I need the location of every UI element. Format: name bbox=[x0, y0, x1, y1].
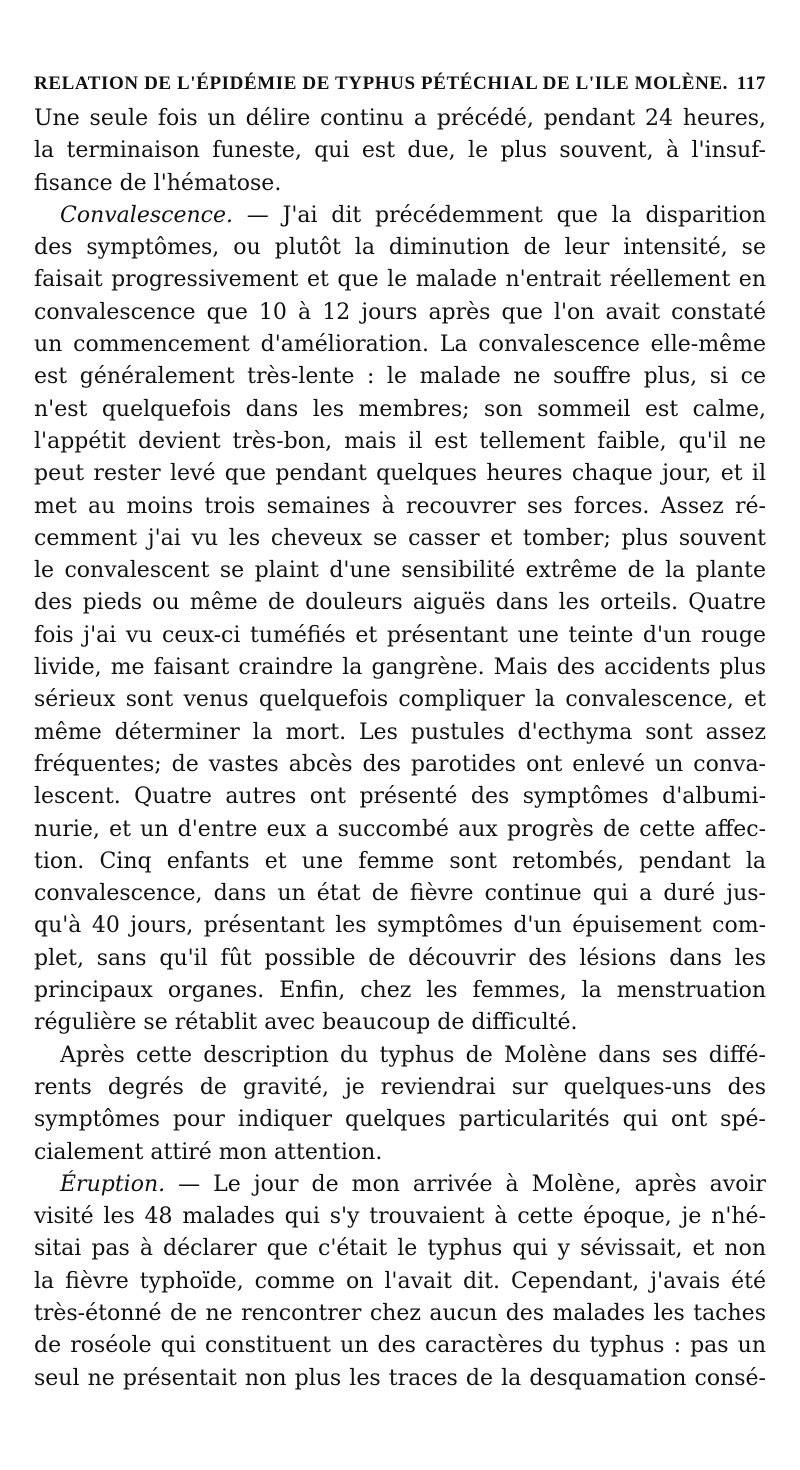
text-line bbox=[34, 297, 766, 329]
body-text bbox=[34, 103, 766, 1395]
text-line bbox=[34, 135, 766, 167]
line-text: même déterminer la mort. Les pustules d'ecthyma sont assez bbox=[34, 719, 766, 745]
line-text: le convalescent se plaint d'une sensibilité extrême de la plante bbox=[34, 558, 766, 584]
running-head-title: RELATION DE L'ÉPIDÉMIE DE TYPHUS PÉTÉCHIAL DE L'ILE MOLÈNE. bbox=[34, 73, 729, 94]
line-text: Après cette description du typhus de Molène dans ses diffé- bbox=[60, 1042, 766, 1068]
text-line bbox=[34, 361, 766, 393]
line-text: peut rester levé que pendant quelques heures chaque jour, et il bbox=[34, 461, 766, 487]
line-text: l'appétit devient très-bon, mais il est tellement faible, qu'il ne bbox=[34, 428, 766, 454]
text-line bbox=[34, 491, 766, 523]
line-text: faisait progressivement et que le malade n'entrait réellement en bbox=[34, 267, 766, 293]
section-heading: Convalescence. bbox=[60, 202, 233, 228]
text-line bbox=[34, 426, 766, 458]
line-text: tion. Cinq enfants et une femme sont retombés, pendant la bbox=[34, 848, 766, 874]
line-text: plet, sans qu'il fût possible de découvrir des lésions dans les bbox=[34, 945, 766, 971]
line-text: lescent. Quatre autres ont présenté des symptômes d'albumi- bbox=[34, 784, 766, 810]
text-line bbox=[34, 814, 766, 846]
line-text: qu'à 40 jours, présentant les symptômes d'un épuisement com- bbox=[34, 913, 766, 939]
line-text: la fièvre typhoïde, comme on l'avait dit. Cependant, j'avais été bbox=[34, 1268, 766, 1294]
text-line bbox=[34, 684, 766, 716]
text-line bbox=[34, 329, 766, 361]
line-text: très-étonné de ne rencontrer chez aucun des malades les taches bbox=[34, 1300, 766, 1326]
text-line bbox=[34, 168, 766, 200]
text-line bbox=[34, 1169, 766, 1201]
text-line bbox=[34, 1137, 766, 1169]
line-text: un commencement d'amélioration. La convalescence elle-même bbox=[34, 332, 766, 358]
text-line bbox=[34, 587, 766, 619]
text-line bbox=[34, 910, 766, 942]
line-text: régulière se rétablit avec beaucoup de difficulté. bbox=[34, 1010, 578, 1036]
line-text: des symptômes, ou plutôt la diminution de leur intensité, se bbox=[34, 235, 766, 261]
line-text: convalescence, dans un état de fièvre continue qui a duré jus- bbox=[34, 881, 766, 907]
text-line bbox=[34, 652, 766, 684]
text-line bbox=[34, 1266, 766, 1298]
section-heading: Éruption. bbox=[60, 1171, 166, 1197]
line-text: visité les 48 malades qui s'y trouvaient à cette époque, je n'hé- bbox=[34, 1204, 766, 1230]
text-line bbox=[34, 1040, 766, 1072]
text-line bbox=[34, 555, 766, 587]
line-text: des pieds ou même de douleurs aiguës dans les orteils. Quatre bbox=[34, 590, 766, 616]
line-text: sitai pas à déclarer que c'était le typhus qui y sévissait, et non bbox=[34, 1236, 766, 1262]
running-head bbox=[34, 73, 766, 95]
line-text: principaux organes. Enfin, chez les femmes, la menstruation bbox=[34, 978, 766, 1004]
text-line bbox=[34, 523, 766, 555]
line-text: livide, me faisant craindre la gangrène. Mais des accidents plus bbox=[34, 655, 766, 681]
line-text: fréquentes; de vastes abcès des parotides ont enlevé un conva- bbox=[34, 751, 766, 777]
line-text: de roséole qui constituent un des caractères du typhus : pas un bbox=[34, 1333, 766, 1359]
line-text: sérieux sont venus quelquefois compliquer la convalescence, et bbox=[34, 687, 766, 713]
text-line bbox=[34, 103, 766, 135]
text-line bbox=[34, 943, 766, 975]
text-line bbox=[34, 717, 766, 749]
line-text: met au moins trois semaines à recouvrer ses forces. Assez ré- bbox=[34, 493, 766, 519]
line-text: — Le jour de mon arrivée à Molène, après avoir bbox=[165, 1171, 766, 1197]
text-line bbox=[34, 846, 766, 878]
line-text: n'est quelquefois dans les membres; son sommeil est calme, bbox=[34, 396, 766, 422]
text-line bbox=[34, 1201, 766, 1233]
text-line bbox=[34, 975, 766, 1007]
text-line bbox=[34, 1104, 766, 1136]
text-line bbox=[34, 1072, 766, 1104]
line-text: nurie, et un d'entre eux a succombé aux progrès de cette affec- bbox=[34, 816, 766, 842]
line-text: est généralement très-lente : le malade ne souffre plus, si ce bbox=[34, 364, 766, 390]
text-line bbox=[34, 1233, 766, 1265]
text-line bbox=[34, 1007, 766, 1039]
line-text: cialement attiré mon attention. bbox=[34, 1139, 383, 1165]
text-line bbox=[34, 264, 766, 296]
page-number: 117 bbox=[736, 73, 766, 94]
text-line bbox=[34, 200, 766, 232]
line-text: Une seule fois un délire continu a précédé, pendant 24 heures, bbox=[34, 106, 766, 131]
text-line bbox=[34, 394, 766, 426]
text-line bbox=[34, 1298, 766, 1330]
line-text: seul ne présentait non plus les traces de la desquamation consé- bbox=[34, 1365, 766, 1391]
line-text: convalescence que 10 à 12 jours après que l'on avait constaté bbox=[34, 299, 766, 325]
line-text: symptômes pour indiquer quelques particularités qui ont spé- bbox=[34, 1107, 766, 1133]
line-text: la terminaison funeste, qui est due, le plus souvent, à l'insuf- bbox=[34, 138, 766, 164]
text-line bbox=[34, 749, 766, 781]
text-line bbox=[34, 1330, 766, 1362]
text-line bbox=[34, 781, 766, 813]
text-line bbox=[34, 878, 766, 910]
text-line bbox=[34, 458, 766, 490]
text-line bbox=[34, 232, 766, 264]
line-text: — J'ai dit précédemment que la disparition bbox=[232, 202, 766, 228]
line-text: rents degrés de gravité, je reviendrai sur quelques-uns des bbox=[34, 1074, 766, 1100]
line-text: cemment j'ai vu les cheveux se casser et tomber; plus souvent bbox=[34, 525, 766, 551]
line-text: fois j'ai vu ceux-ci tuméfiés et présentant une teinte d'un rouge bbox=[34, 622, 766, 648]
line-text: fisance de l'hématose. bbox=[34, 170, 282, 196]
text-line bbox=[34, 620, 766, 652]
text-line bbox=[34, 1363, 766, 1395]
